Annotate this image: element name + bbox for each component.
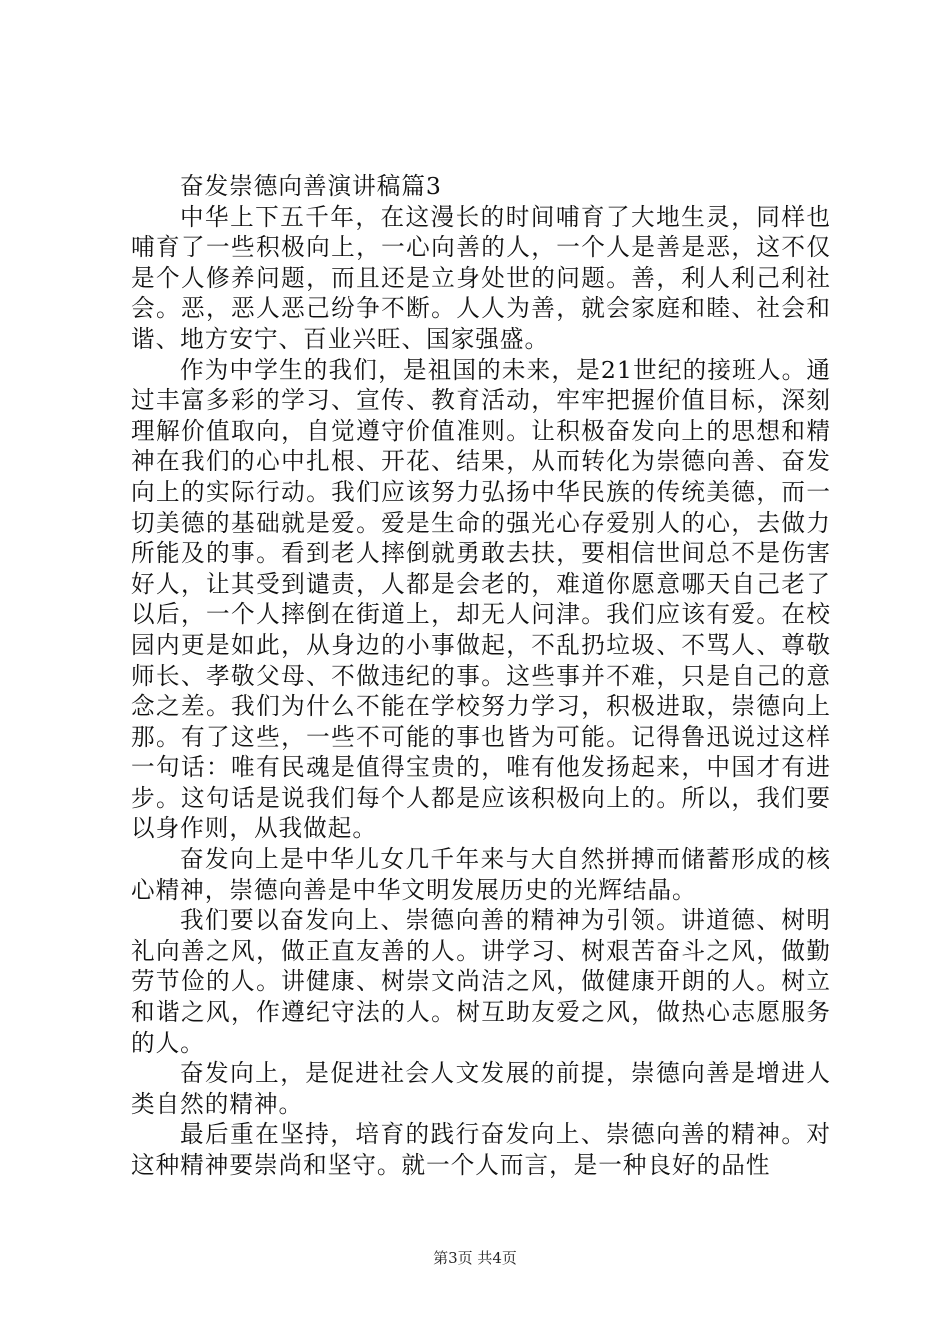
paragraph-6: 最后重在坚持，培育的践行奋发向上、崇德向善的精神。对这种精神要崇尚和坚守。就一个人而言，是一种良好的品性	[131, 1120, 831, 1179]
paragraph-2: 作为中学生的我们，是祖国的未来，是21世纪的接班人。通过丰富多彩的学习、宣传、教育活动，牢牢把握价值目标，深刻理解价值取向，自觉遵守价值准则。让积极奋发向上的思想和精神在我们的心中扎根、开花、结果，从而转化为崇德向善、奋发向上的实际行动。我们应该努力弘扬中华民族的传统美德，而一切美德的基础就是爱。爱是生命的强光心存爱别人的心，去做力所能及的事。看到老人摔倒就勇敢去扶，要相信世间总不是伤害好人，让其受到谴责，人都是会老的，难道你愿意哪天自己老了以后，一个人摔倒在街道上，却无人问津。我们应该有爱。在校园内更是如此，从身边的小事做起，不乱扔垃圾、不骂人、尊敬师长、孝敬父母、不做违纪的事。这些事并不难，只是自己的意念之差。我们为什么不能在学校努力学习，积极进取，崇德向上那。有了这些，一些不可能的事也皆为可能。记得鲁迅说过这样一句话：唯有民魂是值得宝贵的，唯有他发扬起来，中国才有进步。这句话是说我们每个人都是应该积极向上的。所以，我们要以身作则，从我做起。	[131, 355, 831, 843]
document-title: 奋发崇德向善演讲稿篇3	[180, 172, 442, 200]
paragraph-1: 中华上下五千年，在这漫长的时间哺育了大地生灵，同样也哺育了一些积极向上，一心向善的人，一个人是善是恶，这不仅是个人修养问题，而且还是立身处世的问题。善，利人利己利社会。恶，恶人恶己纷争不断。人人为善，就会家庭和睦、社会和谐、地方安宁、百业兴旺、国家强盛。	[131, 202, 831, 353]
page-footer: 第3页 共4页	[433, 1249, 517, 1267]
paragraph-4: 我们要以奋发向上、崇德向善的精神为引领。讲道德、树明礼向善之风，做正直友善的人。讲学习、树艰苦奋斗之风，做勤劳节俭的人。讲健康、树崇文尚洁之风，做健康开朗的人。树立和谐之风，作遵纪守法的人。树互助友爱之风，做热心志愿服务的人。	[131, 906, 831, 1057]
paragraph-3: 奋发向上是中华儿女几千年来与大自然拼搏而储蓄形成的核心精神，崇德向善是中华文明发展历史的光辉结晶。	[131, 845, 831, 904]
paragraph-5: 奋发向上，是促进社会人文发展的前提，崇德向善是增进人类自然的精神。	[131, 1059, 831, 1118]
document-body	[131, 171, 831, 1181]
